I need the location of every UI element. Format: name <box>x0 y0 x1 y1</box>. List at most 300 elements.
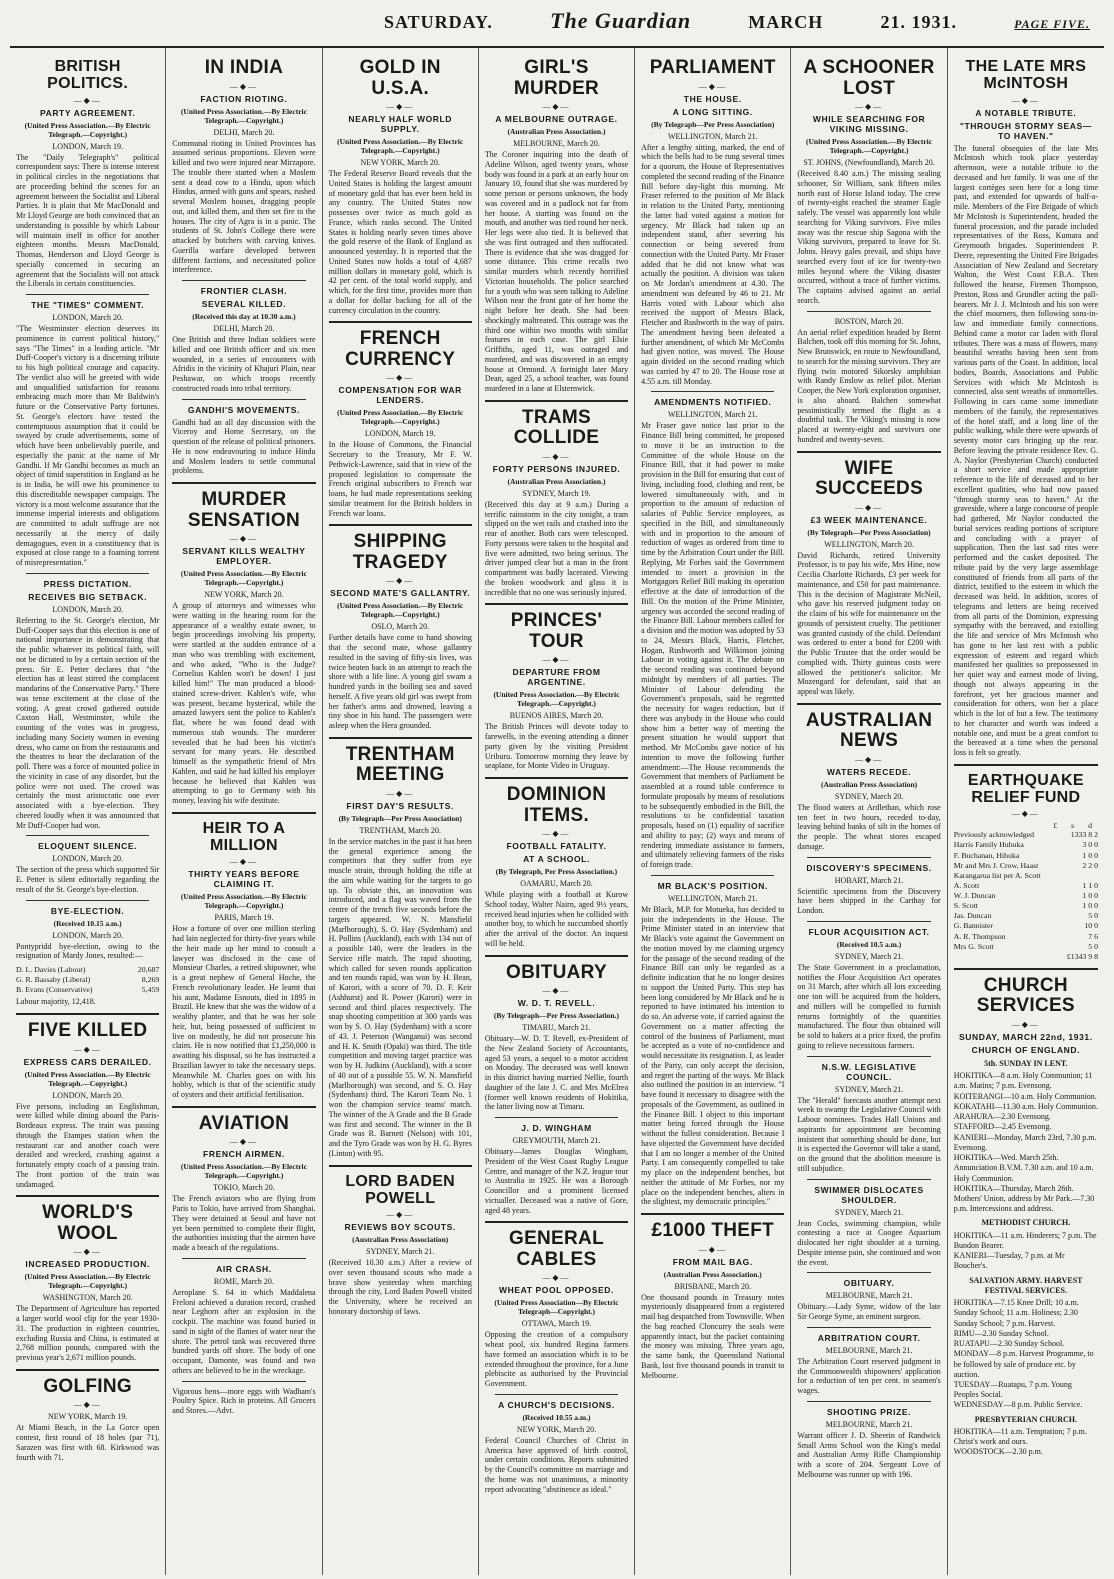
donor-name: Jas. Duncan <box>953 911 992 921</box>
article <box>485 955 628 1113</box>
article-credit: (Received 10.5 a.m.) <box>836 939 902 949</box>
donor-amount: 1 0 0 <box>1082 891 1098 901</box>
article-headline: GENERAL CABLES <box>508 1228 604 1270</box>
article-dateline: OTTAWA, March 19. <box>521 1319 592 1329</box>
candidate-votes: 20,687 <box>137 965 160 975</box>
masthead-title: The Guardian <box>550 8 692 33</box>
article-body: How a fortune of over one million sterling had lain neglected for thirty-five years while the heir made up her mind to consult a lawyer was disclosed in the case of Monsieur Charles, a retired shipowner, who is a great nephew of General Hoche, the French revolutionary leader. He learnt that his aunt, Madame Esnouts, died in 1895 in Brazil. He knew that she was the widow of a wealthy planter, and that he was her sole heir, but, being possessed of sufficient to live on modestly, he did not prosecute his claim. He is now notified that £1,250,000 is awaiting his disposal, so he has instructed a Brazilian lawyer to take the necessary steps. Meanwhile M. Charles goes on with his hobby, which is that of the scientific study of oysters and their artificial fertilisation. <box>172 924 316 1100</box>
article <box>329 524 472 731</box>
article-dateline: SYDNEY, March 21. <box>834 1084 904 1094</box>
column-5 <box>635 48 791 1575</box>
fund-row <box>954 921 1098 931</box>
article <box>16 294 159 568</box>
article <box>172 1258 315 1376</box>
article-dateline: BUENOS AIRES, March 20. <box>509 711 604 721</box>
fund-currency-header: £ s d <box>1053 821 1098 831</box>
service-entry: STAFFORD—2.45 Evensong. <box>953 1122 1052 1132</box>
column-rule <box>954 764 1098 766</box>
column-6 <box>791 48 947 1575</box>
article-headline: FIVE KILLED <box>27 1020 148 1042</box>
article-body: The Arbitration Court reserved judgment in the Commonwealth shipowners' application for a reduction of ten per cent. in seamen's wages. <box>797 1356 941 1396</box>
article-subhead: W. D. T. REVELL. <box>517 998 596 1009</box>
article <box>641 1213 784 1380</box>
article-dateline: WELLINGTON, March 21. <box>667 893 758 903</box>
article-headline: DOMINION ITEMS. <box>506 784 607 826</box>
headline-ornament: —◆— <box>229 534 258 544</box>
article-body: While playing with a football at Kurow School today, Walter Nairn, aged 9½ years, received head injuries when he collided with another boy, to which he succumbed shortly after the arrival of the doctor. An inquest will be held. <box>484 890 629 948</box>
article <box>16 1369 159 1463</box>
article-body: The funeral obsequies of the late Mrs McIntosh which took place yesterday afternoon, were a notable tribute to the deceased and her family. It was one of the largest cortèges seen here for a long time past, and extended for upwards of half-a-mile. Members of the Fire Brigade of which Mr McIntosh is Superintendent, headed the funeral procession, and the parade included representatives of the Ross, Kumara and Greymouth brigades. Superintendent P. Deere, representing the United Fire Brigades Association of New Zealand and Secretary Walton, the West Coast F.B.A. Then followed the hearse, Firemen Thompson, Preston, Ross and Grundler acting the pall-bearers. Mr J. J. McIntosh and his son were the chief mourners, then following sons-in-law and immediate family connections. Behind came a motor car laden with floral tributes. There was a mass of flowers, many beautiful wreaths having been sent from various parts of the Coast. In addition, local bodies, Boards, Associations and Public Services with which Mr McIntosh is connected, also sent wreaths of immortelles. Following in cars came some immediate members of the family, the representatives of the hotel staff, and a long line of the public walking, while there were upwards of seventy motor cars bringing up the rear. Before leaving the private residence Rev. G. A. Naylor (Presbyterian Church) conducted a short service and made appropriate reference to the life of deceased and to her excellent qualities, who had now passed "through stormy seas to haven." At the graveside, where a large concourse of people had gathered, Mr Naylor conducted the burial services reading portions of scripture and concluding with a prayer of supplication. Then the last sad rites were performed and the casket deposited. The tribute paid by the very large assemblage constituted of friends from all parts of the district, testified to the esteem in which the deceased was held. In addition, scores of telegrams and letters are being received from all parts of the Dominion, expressing sympathy with the bereaved, and extolling the life and service of Mrs McIntosh who has gone to her last rest with a public expression of esteem and regard which manifested her qualities so prepossessed in her quiet way and earnest mode of living, though not always appearing in the forefront, yet her gracious manner and consideration for others, won her a place which is the lot of but a few. The testimony to her character and worth was indeed a notable one, and must be a great comfort to the bereaved at a time when the personal loss is felt so greatly. <box>953 143 1098 758</box>
article-dateline: ST. JOHNS, (Newfoundland), March 20. <box>803 158 935 168</box>
article-credit: (By Telegraph—Per Press Association) <box>651 119 775 129</box>
article-dateline: TIMARU, March 21. <box>522 1023 591 1033</box>
column-rule <box>485 955 628 957</box>
headline-ornament: —◆— <box>1011 1019 1040 1029</box>
article-body: Obituary.—Lady Syme, widow of the late Sir George Syme, an eminent surgeon. <box>797 1302 941 1322</box>
article-headline: FRENCH CURRENCY <box>345 328 456 370</box>
column-rule <box>172 812 315 814</box>
section-rule <box>182 399 305 400</box>
column-rule <box>329 321 472 323</box>
section-rule <box>26 900 149 901</box>
article-headline: PARLIAMENT <box>649 57 776 78</box>
article-credit: (United Press Association.—By Electric Telegraph.—Copyright.) <box>24 120 151 139</box>
column-7 <box>948 48 1104 1575</box>
column-rule <box>797 703 940 705</box>
article-credit: (United Press Association.—By Electric Telegraph.—Copyright.) <box>337 408 464 427</box>
article-subhead: SUNDAY, MARCH 22nd, 1931. <box>958 1031 1093 1042</box>
article-dateline: BOSTON, March 20. <box>834 316 904 326</box>
article-body: (Received this day at 9 a.m.) During a terrific rainstorm in the city tonight, a tram slipped on the wet rails and crashed into the rear of another. Both cars were telescoped. Forty persons were taken to the hospital and five were admitted, two being serious. The driver jumped clear but a man in the front compartment was badly lacerated. Viewing the broken woodwork and glass it is incredible that no one was seriously injured. <box>484 499 629 597</box>
article-dateline: MELBOURNE, March 21. <box>825 1419 913 1429</box>
article <box>16 1013 159 1189</box>
article-dateline: MELBOURNE, March 20. <box>513 139 600 149</box>
column-rule <box>485 603 628 605</box>
article-body: Federal Council Churches of Christ in America have approved of birth control, under certain conditions. Reports submitted by the Council's committee on marriage and the home was not unanimous, a minority report advocating "abstinence as ideal." <box>484 1435 629 1494</box>
article-subhead: J. D. WINGHAM <box>521 1123 592 1134</box>
article-headline: LORD BADEN POWELL <box>345 1172 456 1207</box>
headline-ornament: —◆— <box>386 373 415 383</box>
service-entry: KANIERI—Tuesday, 7 p.m. at Mr Boucher's. <box>953 1251 1065 1271</box>
headline-ornament: —◆— <box>386 788 415 798</box>
candidate-votes: 8,269 <box>141 975 160 985</box>
service-entry: RUATAPU—2.30 Sunday School. <box>953 1339 1065 1349</box>
article-subhead: MR BLACK'S POSITION. <box>657 880 768 891</box>
article <box>485 1117 628 1215</box>
article-body: In the House of Commons, the Financial Secretary to the Treasury, Mr F. W. Pethwick-Lawrence, said that in view of the proposed legislation to compensate the French original subscribers to French war loans, he had made representations seeking similar treatment for the British holders in French war loans. <box>328 440 472 518</box>
headline-ornament: —◆— <box>73 1044 102 1054</box>
result-row <box>16 975 159 985</box>
presbyterian-heading: PRESBYTERIAN CHURCH. <box>974 1414 1077 1424</box>
article-body: (Received 10.30 a.m.) After a review of over seven thousand scouts who made a brave show yesterday when marching through the city, Lord Baden Powell visited the University, where he received an honorary doctorship of laws. <box>328 1258 472 1316</box>
article-subhead: FLOUR ACQUISITION ACT. <box>808 926 930 937</box>
article <box>16 58 159 289</box>
article <box>16 573 159 831</box>
service-entry: WOODSTOCK—2.30 p.m. <box>953 1447 1043 1457</box>
article-body: Aeroplane S. 64 in which Maddalena Freloni achieved a duration record, crashed near Leghorn after an explosion in the cockpit. The machine was found buried in sand in sight of the flames of water near the shore. The petrol tank was recovered three hundred yards off shore. The body of one occupant, Damonte, was found and two others are believed to be in the wreckage. <box>172 1287 316 1375</box>
article-headline: GOLD IN U.S.A. <box>359 57 441 99</box>
fund-row <box>954 942 1098 952</box>
article <box>172 1381 315 1416</box>
section-rule <box>26 294 149 295</box>
article-subhead: PARTY AGREEMENT. <box>39 107 136 118</box>
column-rule <box>954 968 1098 970</box>
column-rule <box>172 1106 315 1108</box>
article <box>329 1165 472 1317</box>
article <box>16 835 159 894</box>
article-dateline: NEW YORK, March 19. <box>47 1412 128 1422</box>
headline-ornament: —◆— <box>854 102 884 112</box>
article-dateline: LONDON, March 20. <box>52 313 123 323</box>
article <box>797 1179 940 1268</box>
election-majority: Labour majority, 12,418. <box>16 997 96 1007</box>
article <box>797 1056 940 1174</box>
article <box>954 58 1098 758</box>
article-subhead: WHILE SEARCHING FOR VIKING MISSING. <box>812 114 926 135</box>
donor-name: Harris Family Huhuka <box>953 840 1024 850</box>
article-credit: (United Press Association—By Electric Telegraph—Copyright.) <box>494 1298 619 1317</box>
article-subhead: SHOOTING PRIZE. <box>827 1406 912 1417</box>
column-rule <box>641 1213 784 1215</box>
section-rule <box>182 1381 305 1382</box>
section-rule <box>495 1117 618 1118</box>
article-headline: EARTHQUAKE RELIEF FUND <box>967 771 1084 807</box>
article <box>641 58 784 386</box>
headline-ornament: —◆— <box>73 1400 102 1410</box>
article <box>641 875 784 1207</box>
column-rule <box>797 451 940 453</box>
article-credit: (By Telegraph—Per Press Association) <box>338 813 462 823</box>
article <box>954 764 1098 962</box>
column-rule <box>329 737 472 739</box>
article-body: David Richards, retired University Professor, is to pay his wife, Mrs Hine, now Cecilia Charlotte Richards, £3 per week for maintenance, and £50 for past maintenance. This is the decision of Magistrate McNeil, who gave his reserved judgment today on the claim of his wife for maintenance on the grounds of persistent cruelty. The petitioner was granted custody of the child. Defendant was ordered to enter a bond for £200 with the Public Trustee that the order would be complied with. Thirty guineas costs were allowed the petitioner's solicitor. Mr Mozengard for defendant, said that an appeal was likely. <box>797 550 941 697</box>
article-subhead: ELOQUENT SILENCE. <box>38 841 138 852</box>
article-headline: MURDER SENSATION <box>187 489 300 531</box>
fund-total-row <box>954 952 1098 962</box>
candidate-name: D. L. Davies (Labour) <box>16 965 86 975</box>
section-rule <box>26 835 149 836</box>
article-subhead: REVIEWS BOY SCOUTS. <box>344 1222 456 1233</box>
church-services <box>954 1059 1098 1458</box>
article-credit: (By Telegraph—Per Press Association.) <box>493 1011 620 1021</box>
article-body: The Coroner inquiring into the death of Adeline Wilson, aged twenty years, whose body was found in a park at an early hour on January 10, found that she was murdered by some person or persons unknown, the body was covered and in a padlock not far from her house. A starting was found on the mouth, and another was tied round her neck. Her legs were also tied. It is believed that she was first outraged and then suffocated. There is evidence that she was dragged for some distance. This crime recalls two similar murders which recently horrified Victorian households. The police searched for a youth who was seen talking to Adeline Wilson near the front gate of her home the night before her death. She had been shockingly maltreated. This outrage was the third one within two months with similar features in each case. The girl Elsie Griffiths, aged 11, was outraged and murdered, and was discovered in an empty house at Ormond. A fortnight later Mary Dean, aged 25, a school teacher, was found murdered in a lane at Elsternwick. <box>484 150 629 394</box>
column-rule <box>16 1369 159 1371</box>
article-credit: (United Press Association.—By Electric Telegraph.—Copyright.) <box>180 1162 307 1181</box>
article-body: Pontypridd bye-election, owing to the resignation of Mardy Jones, resulted:— <box>16 941 160 961</box>
column-rule <box>485 400 628 402</box>
article <box>485 777 628 949</box>
article-subhead: FIRST DAY'S RESULTS. <box>346 800 454 811</box>
service-entry: HOKITIKA—8 a.m. Holy Communion; 11 a.m. Matins; 7 p.m. Evensong. <box>953 1071 1093 1091</box>
article <box>172 399 315 477</box>
article-dateline: WELLINGTON, March 20. <box>824 539 914 549</box>
article <box>172 812 315 1100</box>
donor-amount: 1 0 0 <box>1082 850 1098 860</box>
headline-ornament: —◆— <box>698 1244 727 1254</box>
article-dateline: SYDNEY, March 19. <box>522 488 591 498</box>
service-entry: KOKATAHI—11.30 a.m. Holy Communion. <box>953 1101 1098 1111</box>
column-1 <box>10 48 166 1575</box>
article-credit: (United Press Association.—By Electric Telegraph.—Copyright.) <box>24 1272 151 1291</box>
donor-name: S. Scott <box>953 901 978 911</box>
donor-name: G. Bannister <box>953 921 994 931</box>
article-credit: (United Press Association.—By Electric Telegraph.—Copyright.) <box>24 1069 151 1088</box>
donor-name: W. J. Duncan <box>953 891 996 901</box>
article-credit: (United Press Association.—By Electric Telegraph.—Copyright.) <box>337 137 464 156</box>
candidate-name: G. R. Bassaby (Liberal) <box>16 975 91 985</box>
donor-amount: 7 6 <box>1088 931 1098 941</box>
article-headline: CHURCH SERVICES <box>976 974 1075 1017</box>
donor-amount: 10 0 <box>1084 921 1098 931</box>
column-2 <box>166 48 322 1575</box>
article-body: Communal rioting in United Provinces has assumed serious proportions. Eleven were killed and two were injured near Mirzapore. The trouble there started when a Moslem sent a dead cow to a Hindu, upon which Hindus, armed with guns and spears, rushed several Moslem houses, dragging people out, and killed them, and then set fire to the houses. The city of Agra is in a panic. The students of St. John's College there were attacked by butchers with carving knives. Guerilla warfare developed between different factions, and necessitated police interference. <box>172 138 316 275</box>
article-subhead: DEPARTURE FROM ARGENTINE. <box>512 667 601 688</box>
headline-ornament: —◆— <box>854 502 884 512</box>
section-rule <box>182 280 305 281</box>
election-results <box>16 965 159 995</box>
section-rule <box>651 875 774 876</box>
article-subhead: SWIMMER DISLOCATES SHOULDER. <box>814 1184 924 1205</box>
masthead <box>10 8 1104 48</box>
service-entry: TUESDAY—Ruatapu, 7 p.m. Young Peoples Social. <box>953 1380 1072 1400</box>
article-dateline: DELHI, March 20. <box>213 324 275 334</box>
article-body: In the service matches in the past it has been the general experience among the competitors that they suffer from eye muscle strain, through holding the rifle at the aim while waiting for the targets to go up. To obviate this, an innovation was introduced, and a flag was waved from the centre of the trench five seconds before the targets appeared. W. N. Mansfield (Marlborough), S. O. Hay (Sydenham) and H. Pollins (Auckland), each with 134 out of a possible 140, were the leaders in the Service rifle match. The rapid shooting, which called for seven rounds application and ten rounds rapid, was won by H. Bean, of Karori, with a score of 70. D. F. Keir (Ashhurst) and R. Power (Karori) were in second and third places respectively. The snap shooting competition at 300 yards was won by S. O. Hay (Sydenham) with a score of 43. J. Peterson (Wanganui) was second and H. K. Smith (Opaki) was third. The title competition and moving target practice was won by H. Judkins (Auckland), with a score of 40 out of a possible 55. W. N. Mansfield (Marlborough) was second, and S. O. Hay (Sydenham) third. The Karori Team No. 1 won the champion service teams' match. The winner of the A Grade and the B Grade was first and second. The winner in the B Grade was R. Barnett (Nelson) with 101, and the Tyro Grade was won by H. G. Byres (Linton) with 95. <box>328 836 472 1158</box>
column-rule <box>16 1013 159 1015</box>
article-credit: (By Telegraph—Per Press Association) <box>807 527 931 537</box>
headline-ornament: —◆— <box>854 754 884 764</box>
article <box>797 1272 940 1322</box>
article-dateline: NEW YORK, March 20. <box>204 590 284 600</box>
article <box>797 703 940 852</box>
article-headline: GOLFING <box>43 1375 132 1397</box>
column-rule <box>329 524 472 526</box>
article-subhead: WATERS RECEDE. <box>826 766 912 777</box>
article-dateline: SYDNEY, March 21. <box>834 951 904 961</box>
article-dateline: TRENTHAM, March 20. <box>359 825 441 835</box>
article-subhead: ARBITRATION COURT. <box>817 1332 921 1343</box>
article-headline: WORLD'S WOOL <box>42 1202 134 1244</box>
methodist-heading: METHODIST CHURCH. <box>981 1218 1071 1228</box>
section-rule <box>651 391 774 392</box>
fund-row <box>954 911 1098 921</box>
article-subhead: AT A SCHOOL. <box>523 854 590 865</box>
article-dateline: WELLINGTON, March 21. <box>667 410 758 420</box>
article-subhead: A LONG SITTING. <box>672 106 753 117</box>
article-subhead: WHEAT POOL OPPOSED. <box>498 1285 614 1296</box>
article <box>16 900 159 1008</box>
headline-ornament: —◆— <box>229 81 258 91</box>
article-subhead: AMENDMENTS NOTIFIED. <box>654 397 772 408</box>
article-body: Vigorous hens—more eggs with Wadham's Poultry Spice. Rich in proteins. All Grocers and Stores.—Advt. <box>172 1386 316 1416</box>
article-subhead: GANDHI'S MOVEMENTS. <box>187 404 300 415</box>
article-subhead: OBITUARY. <box>843 1278 895 1289</box>
article-subhead: FACTION RIOTING. <box>200 93 288 104</box>
service-entry: HOKITIKA—11 a.m. Hinderers; 7 p.m. The Bundon Bearer. <box>953 1230 1097 1250</box>
article-subhead: DISCOVERY'S SPECIMENS. <box>806 862 932 873</box>
article-body: Warrant officer J. D. Sheerin of Randwick Small Arms School won the King's medal and Australian Army Rifle Championship with a score of 204. Sergeant Love of Melbourne was runner up with 196. <box>797 1430 941 1479</box>
article-credit: (Received this day at 10.30 a.m.) <box>192 312 296 322</box>
headline-ornament: —◆— <box>542 986 571 996</box>
article <box>954 968 1098 1458</box>
article-body: One British and three Indian soldiers were killed and one British officer and six men wounded, in a series of encounters with Afridis in the vicinity of Khajuri Plain, near Peshawar, on which troops recently constructed roads into tribal territory. <box>172 335 316 393</box>
article-subhead: FRONTIER CLASH. <box>200 286 288 297</box>
article-dateline: OSLO, March 20. <box>371 622 430 632</box>
service-entry: RIMU—2.30 Sunday School. <box>953 1328 1049 1338</box>
article-dateline: TOKIO, March 20. <box>213 1183 275 1193</box>
fund-row <box>954 891 1098 901</box>
article-body: Scientific specimens from the Discovery have been shipped in the Carthay for London. <box>797 886 941 916</box>
article-credit: (Australian Press Association) <box>352 1235 449 1245</box>
section-rule <box>495 1394 618 1395</box>
article-subhead: THE "TIMES" COMMENT. <box>31 300 145 311</box>
article-subhead: THE HOUSE. <box>683 93 742 104</box>
fund-row <box>954 932 1098 942</box>
section-rule <box>807 311 930 312</box>
article <box>329 321 472 518</box>
column-4 <box>479 48 635 1575</box>
article-body: At Miami Beach, in the La Gorce open contest, first round of 18 holes (par 71), Sarazen was first with 68. Kirkwood was fourth with 71. <box>16 1423 160 1462</box>
article-subhead: THIRTY YEARS BEFORE CLAIMING IT. <box>188 869 300 890</box>
article-dateline: NEW YORK, March 20. <box>360 158 440 168</box>
section-rule <box>807 1179 930 1180</box>
article-credit: (Australian Press Association) <box>821 779 918 789</box>
result-row <box>16 985 159 995</box>
article <box>172 58 315 275</box>
headline-ornament: —◆— <box>542 1273 571 1283</box>
article-credit: (By Telegraph, Per Press Association.) <box>495 867 618 877</box>
article-credit: (United Press Association.—By Electric Telegraph.—Copyright.) <box>806 137 933 156</box>
article <box>172 482 315 806</box>
article <box>797 311 940 445</box>
column-rule <box>329 1165 472 1167</box>
article-body: The Department of Agriculture has reported a larger world wool clip for the year 1930-31. The production in eighteen countries, excluding Russia and China, is estimated at 2,768 million pounds, compared with the previous year's 2,671 million pounds. <box>16 1304 160 1363</box>
result-row <box>16 965 159 975</box>
section-rule <box>807 1401 930 1402</box>
article <box>172 280 315 394</box>
headline-ornament: —◆— <box>386 576 415 586</box>
headline-ornament: —◆— <box>386 1210 415 1220</box>
donor-amount: 5 0 <box>1088 911 1098 921</box>
section-rule <box>807 1056 930 1057</box>
article <box>797 857 940 916</box>
article <box>797 58 940 306</box>
headline-ornament: —◆— <box>542 655 571 665</box>
fund-total: £1343 9 8 <box>1066 951 1098 961</box>
fund-row <box>954 901 1098 911</box>
article-dateline: LONDON, March 20. <box>52 930 123 940</box>
article <box>485 1221 628 1389</box>
article-headline: BRITISH POLITICS. <box>47 58 129 93</box>
article-body: An aerial relief expedition headed by Bernt Balchen, took off this morning for St. Johns, New Brunswick, en route to Newfoundland, to search for the missing survivors. They are flying twin motored Sikorsky amphibian with Randy Enslow as relief pilot. Merian Cooper, the New York exploration organiser, is also aboard. Balchen somewhat pessimistically termed the flight as a doubtful task. The Viking's missing is now placed at twenty-eight and survivors one hundred and twenty-seven. <box>797 327 941 444</box>
article-body: The French aviators who are flying from Paris to Tokio, have arrived from Shanghai. They were detained at Seoul and have not yet been permitted to complete their flight, the authorities insisting that the airmen have made a breach of the regulations. <box>172 1194 316 1253</box>
fund-row <box>954 840 1098 850</box>
article <box>485 400 628 598</box>
article-credit: (United Press Association.—By Electric Telegraph.—Copyright.) <box>180 106 307 125</box>
article-dateline: LONDON, March 20. <box>52 854 123 864</box>
masthead-month: MARCH <box>748 12 824 32</box>
section-rule <box>807 1272 930 1273</box>
article-credit: (Australian Press Association.) <box>507 127 606 137</box>
article-dateline: ROME, March 20. <box>213 1276 274 1286</box>
headline-ornament: —◆— <box>1011 809 1040 819</box>
article <box>485 58 628 394</box>
article-body: Mr Fraser gave notice last prior to the Finance Bill being committed, he proposed to move it be an instruction to the Committee of the whole House on the Finance Bill, that it had power to make provision in the Bill for ensuring that cost of living, including food, clothing and rent, be lowered simultaneously with, and in proportion to the amount of reduction of salaries of Public Service employees, as specified in the Bill, and simultaneously with and in proportion to the amount of reduction of wages as ordered from time to time by the Arbitration Court under the Bill. Replying, Mr Forbes said the Government intended to insert a provision in the Mortgagors Relief Bill making its operation effective at the date of introduction of the Bill. On the motion of the Prime Minister, urgency was accorded the second reading of the Finance Bill. Labour members called for a division and the motion was adopted by 53 to 24, Messrs Black, Harris, Fletcher, Hogan, Rushworth and Wilkinson joining Labour in voting against it. The debate on the second reading was continued beyond midnight by members of all parties. The Minister of Labour defending the Government's proposals, said he regretted the necessity for wages reduction, but if there was anybody in the House who could show him a better way of meeting the present situation he would support that method. Mr McCombs gave notice of his intention to move the following further amendment:—The House recommends the Government that members of Parliament be assembled at a round table conference to formulate proposals by means of resolutions to be subsequently embodied in the Bill, the resolutions to be confidential taxation proposals, based on (1) equality of sacrifice and ability to pay; (2) ways and means of rendering immediate assistance to farmers, and ultimately relieving farmers of the risks of foreign trade. <box>641 421 785 870</box>
article-subhead: INCREASED PRODUCTION. <box>25 1259 150 1270</box>
article-subhead: A NOTABLE TRIBUTE. <box>975 107 1077 118</box>
article-dateline: LONDON, March 20. <box>52 1090 123 1100</box>
headline-ornament: —◆— <box>1011 95 1040 105</box>
article-subhead: £3 WEEK MAINTENANCE. <box>810 514 928 525</box>
article-subhead: AIR CRASH. <box>216 1263 272 1274</box>
service-entry: HOKITIKA—7.15 Knee Drill; 10 a.m. Sunday School; 11 a.m. Holiness; 2.30 Sunday School; 7 p.m. Harvest. <box>953 1298 1079 1328</box>
donor-amount: 1333 8 2 <box>1070 830 1098 840</box>
article <box>797 1327 940 1396</box>
section-rule <box>26 573 149 574</box>
article-headline: THE LATE MRS McINTOSH <box>965 58 1087 93</box>
fund-row <box>954 861 1098 871</box>
service-entry: HOKITIKA—Wed. March 25th. Annunciation B.V.M. 7.30 a.m. and 10 a.m. Holy Communion. <box>953 1153 1094 1183</box>
article-headline: AUSTRALIAN NEWS <box>805 709 933 752</box>
article <box>16 1195 159 1363</box>
article <box>797 921 940 1051</box>
article-subhead: N.S.W. LEGISLATIVE COUNCIL. <box>821 1061 917 1082</box>
article-headline: OBITUARY <box>506 961 607 983</box>
section-rule <box>807 1327 930 1328</box>
article-subhead: A MELBOURNE OUTRAGE. <box>495 114 618 125</box>
headline-ornament: —◆— <box>542 829 571 839</box>
service-entry: HOKITIKA—11 a.m. Temptation; 7 p.m. Christ's work and ours. <box>953 1426 1087 1447</box>
article-dateline: SYDNEY, March 20. <box>834 791 904 801</box>
fund-row <box>954 871 1098 881</box>
article-dateline: SYDNEY, March 21. <box>366 1247 435 1257</box>
donor-name: Karangarua list per A. Scott <box>953 870 1041 880</box>
column-rule <box>485 777 628 779</box>
article <box>172 1106 315 1253</box>
article-credit: (Received 10.55 a.m.) <box>522 1412 591 1422</box>
donor-name: F. Buchanan, Hihuka <box>953 850 1020 860</box>
donor-amount: 5 0 <box>1088 941 1098 951</box>
column-rule <box>485 1221 628 1223</box>
column-rule <box>16 1195 159 1197</box>
article-subhead: SERVANT KILLS WEALTHY EMPLOYER. <box>182 546 306 567</box>
article-body: Five persons, including an Englishman, were killed while dining aboard the Paris-Bordeaux express. The train was passing through the Etampes station when the restaurant car and another coach were derailed and wrecked, crashing against a fortunately empty coach of a passing train. The front portion of the train was undamaged. <box>16 1101 160 1189</box>
article-subhead: EXPRESS CARS DERAILED. <box>23 1056 152 1067</box>
donor-amount: 3 0 0 <box>1082 840 1098 850</box>
article-dateline: LONDON, March 19. <box>364 429 436 439</box>
article-body: The "Daily Telegraph's" political correspondent says: There is intense interest in political circles in the negotiations that are proceeding behind the scenes for an agreement between the Socialist and Liberal Parties. It is plain that Mr MacDonald and Mr Lloyd George are both convinced that an understanding is possible by which Labour will maintain itself in office for another eighteen months. Messrs MacDonald, Thomas, Henderson and Lloyd George is specially concerned in securing an agreement that the Socialists will not attack the Liberals in certain constituencies. <box>16 152 160 289</box>
article-credit: (United Press Association.—By Electric Telegraph.—Copyright.) <box>180 892 307 911</box>
donor-amount: 1 1 0 <box>1082 880 1098 890</box>
article-credit: (Received 10.15 a.m.) <box>53 918 122 928</box>
article-dateline: MELBOURNE, March 21. <box>825 1291 913 1301</box>
article <box>329 737 472 1159</box>
column-3 <box>323 48 479 1575</box>
section-rule <box>807 921 930 922</box>
article-subhead: "THROUGH STORMY SEAS—TO HAVEN." <box>959 120 1092 141</box>
headline-ornament: —◆— <box>73 95 102 105</box>
donor-name: A. Scott <box>953 880 980 890</box>
masthead-day: SATURDAY. <box>384 12 493 32</box>
article-headline: AVIATION <box>198 1112 290 1134</box>
headline-ornament: —◆— <box>229 1137 258 1147</box>
article-body: Obituary—James Douglas Wingham, President of the West Coast Rugby League Centre, and manager of the N.Z. league tour to Australia in 1925. He was a Borough Councillor and a prominent licensed victualler. Deceased was a native of Gore, aged 48 years. <box>484 1147 629 1215</box>
service-entry: ARAHURA—2.30 Evensong. <box>953 1112 1051 1122</box>
donor-name: A. R. Thompson <box>953 931 1006 941</box>
section-rule <box>807 857 930 858</box>
headline-ornament: —◆— <box>229 857 258 867</box>
masthead-date: 21. 1931. <box>880 12 957 32</box>
service-entry: MONDAY—8 p.m. Harvest Programme, to be followed by sale of produce etc. by auction. <box>953 1349 1094 1379</box>
